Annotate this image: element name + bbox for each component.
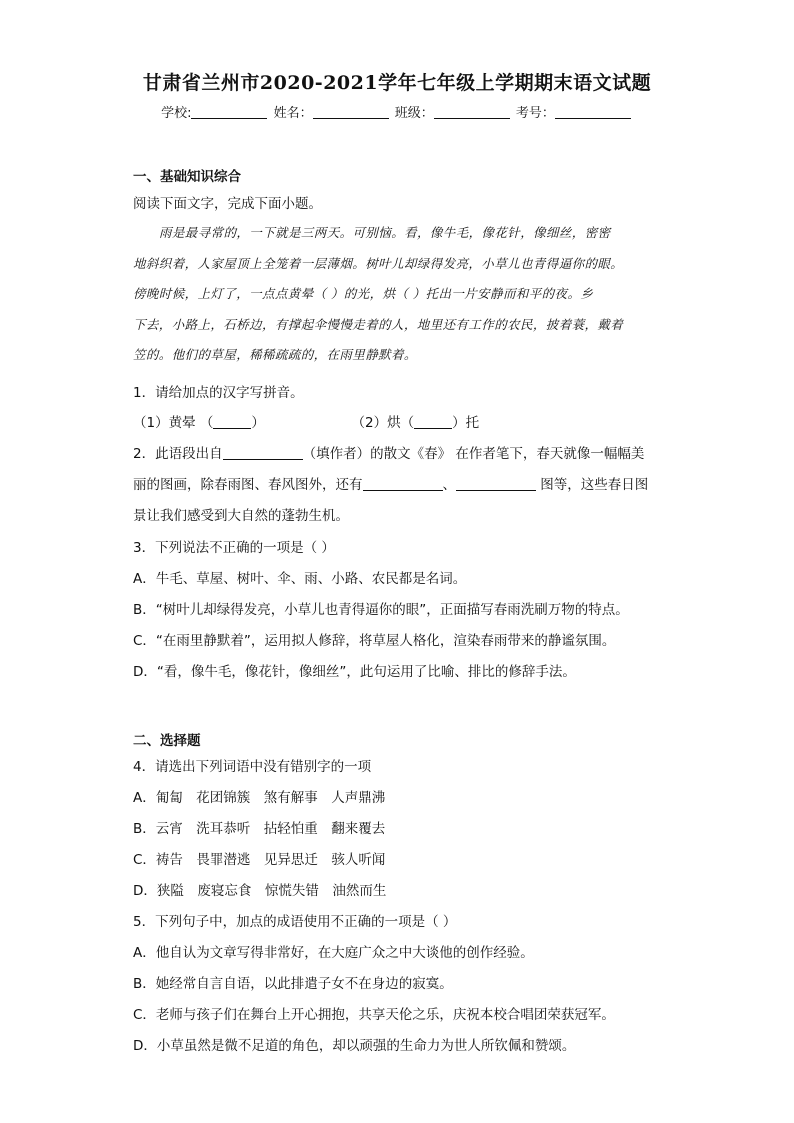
class-blank <box>434 104 510 119</box>
section-1-instruction: 阅读下面文字，完成下面小题。 <box>133 196 322 212</box>
q5-option-d: D．小草虽然是微不足道的角色，却以顽强的生命力为世人所钦佩和赞颂。 <box>133 1038 576 1054</box>
class-label: 班级： <box>394 106 434 121</box>
q2-text: 、 <box>442 477 456 493</box>
passage-line: 傍晚时候，上灯了，一点点黄晕（ ）的光，烘（ ）托出一片安静而和平的夜。乡 <box>133 286 594 301</box>
q5-option-a: A．他自认为文章写得非常好，在大庭广众之中大谈他的创作经验。 <box>133 945 534 961</box>
passage-line: 雨是最寻常的，一下就是三两天。可别恼。看，像牛毛，像花针，像细丝，密密 <box>159 225 611 240</box>
section-2-heading: 二、选择题 <box>133 733 201 749</box>
reading-passage <box>133 218 673 371</box>
q1-part-2-suffix: ）托 <box>452 415 480 431</box>
q2-text: 2．此语段出自 <box>133 446 223 462</box>
page-title: 甘肃省兰州市2020-2021学年七年级上学期期末语文试题 <box>142 72 652 94</box>
exam-number-label: 考号： <box>515 106 555 121</box>
q2-scene-blank-2[interactable] <box>456 477 536 491</box>
q1-part-2-prefix: （2）烘（ <box>351 415 415 431</box>
q2-scene-blank-1[interactable] <box>363 477 443 491</box>
q3-option-a: A．牛毛、草屋、树叶、伞、雨、小路、农民都是名词。 <box>133 571 467 587</box>
student-info-line <box>0 102 794 121</box>
q3-option-b: B．“树叶儿却绿得发亮，小草儿也青得逼你的眼”，正面描写春雨洗刷万物的特点。 <box>133 602 629 618</box>
passage-line: 下去，小路上，石桥边，有撑起伞慢慢走着的人，地里还有工作的农民，披着蓑，戴着 <box>133 316 624 332</box>
q2-text: 丽的图画，除春雨图、春风图外，还有 <box>133 477 363 493</box>
q1-part-1-suffix: ） <box>251 415 265 431</box>
q2-author-blank[interactable] <box>223 446 303 460</box>
question-2-line-3: 景让我们感受到大自然的蓬勃生机。 <box>133 508 349 524</box>
passage-line: 地斜织着，人家屋顶上全笼着一层薄烟。树叶儿却绿得发亮，小草儿也青得逼你的眼。 <box>133 255 624 271</box>
q2-text: 图等，这些春日图 <box>536 477 649 493</box>
exam-number-blank <box>555 104 631 119</box>
name-blank <box>313 104 389 119</box>
q4-option-d: D．狭隘 废寝忘食 惊慌失错 油然而生 <box>133 883 387 899</box>
q5-option-c: C．老师与孩子们在舞台上开心拥抱，共享天伦之乐，庆祝本校合唱团荣获冠军。 <box>133 1007 615 1023</box>
question-4-stem: 4．请选出下列词语中没有错别字的一项 <box>133 759 372 775</box>
q3-option-d: D．“看，像牛毛，像花针，像细丝”，此句运用了比喻、排比的修辞手法。 <box>133 664 576 680</box>
q1-answer-blank-1[interactable] <box>213 415 251 429</box>
q4-option-b: B．云宵 洗耳恭听 拈轻怕重 翻来覆去 <box>133 821 386 837</box>
q2-text: （填作者）的散文《春》 在作者笔下，春天就像一幅幅美 <box>302 446 645 462</box>
q4-option-c: C．祷告 畏罪潜逃 见异思迁 骇人听闻 <box>133 852 386 868</box>
question-3-stem: 3．下列说法不正确的一项是（ ） <box>133 540 335 556</box>
school-label: 学校: <box>161 106 192 121</box>
question-5-stem: 5．下列句子中，加点的成语使用不正确的一项是（ ） <box>133 914 457 930</box>
passage-line: 笠的。他们的草屋，稀稀疏疏的，在雨里静默着。 <box>133 347 417 362</box>
question-2-line-1 <box>133 442 644 462</box>
question-2-line-2 <box>133 473 648 493</box>
question-1-stem: 1．请给加点的汉字写拼音。 <box>133 385 304 401</box>
q1-part-1-prefix: （1）黄晕 （ <box>133 415 214 431</box>
section-1-heading: 一、基础知识综合 <box>133 169 241 185</box>
question-1-parts <box>133 411 479 431</box>
q3-option-c: C．“在雨里静默着”，运用拟人修辞，将草屋人格化，渲染春雨带来的静谧氛围。 <box>133 633 616 649</box>
q1-answer-blank-2[interactable] <box>414 415 452 429</box>
name-label: 姓名： <box>273 106 313 121</box>
q4-option-a: A．匍匐 花团锦簇 煞有解事 人声鼎沸 <box>133 790 386 806</box>
school-blank <box>191 104 267 119</box>
q5-option-b: B．她经常自言自语，以此排遣子女不在身边的寂寞。 <box>133 976 453 992</box>
